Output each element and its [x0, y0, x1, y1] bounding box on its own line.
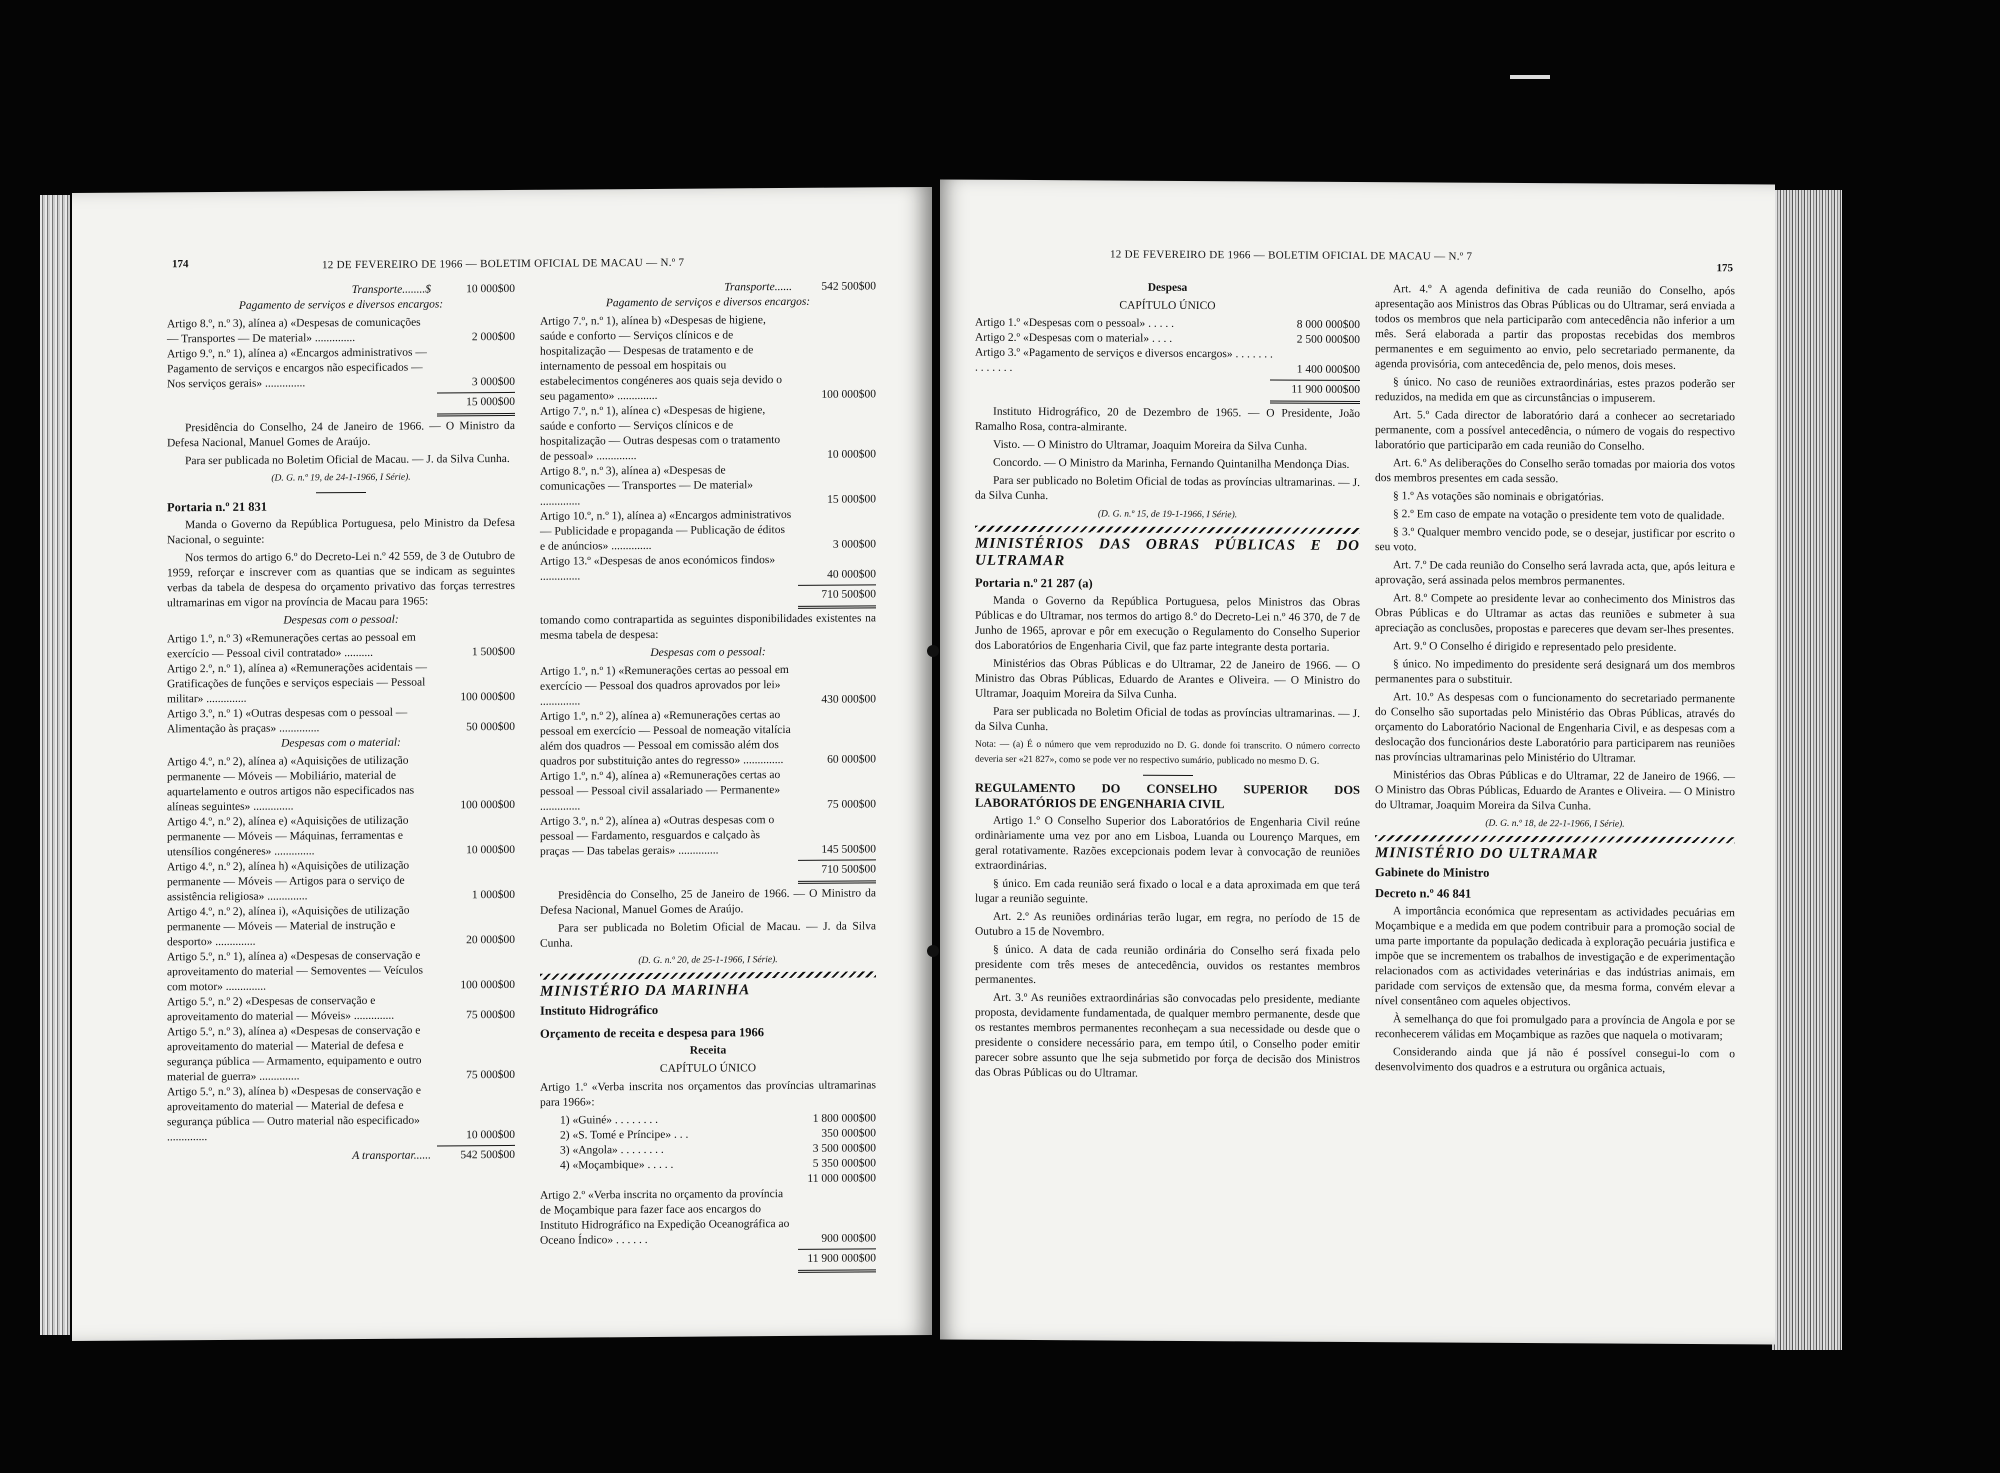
budget-line [167, 315, 515, 347]
ministry-heading: MINISTÉRIOS DAS OBRAS PÚBLICAS E DO ULTRAMAR [975, 535, 1360, 570]
section-subheading: Despesas com o material: [281, 736, 401, 750]
budget-line-amount: 1 500$00 [471, 645, 515, 659]
budget-line [540, 552, 876, 584]
budget-line-label: Artigo 2.º, n.º 1), alínea a) «Remunerações acidentais — Gratificações de funções e serviços especiais — Pessoal militar» .............. [167, 661, 428, 706]
budget-line-label: Artigo 3.º, n.º 1) «Outras despesas com o pessoal — Alimentação às praças» .............. [167, 706, 408, 736]
budget-line-amount: 3 500 000$00 [812, 1142, 876, 1155]
budget-line-amount: 1 800 000$00 [812, 1112, 876, 1125]
budget-line-amount: 145 500$00 [821, 843, 876, 856]
paragraph: Manda o Governo da República Portuguesa, pelos Ministros das Obras Públicas e do Ultramar, nos termos do artigo 8.º do Decreto-Lei n.º 46 370, de 7 de Junho de 1965, aprovar e pôr em execução o Regulamento do Conselho Superior dos Laboratórios de Engenharia Civil, que faz parte integrante desta portaria. [975, 594, 1360, 654]
binding-hole [927, 645, 939, 657]
budget-line-amount: 10 000$00 [466, 843, 515, 857]
budget-line [540, 707, 876, 769]
regulation-article: § único. Em cada reunião será fixado o local e a data aproximada em que terá lugar a reunião seguinte. [975, 877, 1360, 906]
budget-line [167, 993, 515, 1025]
budget-line-label: 3) «Angola» . . . . . . . . [560, 1143, 664, 1157]
carry-forward-amount: 542 500$00 [460, 1148, 515, 1162]
section-divider [540, 971, 876, 979]
reference-note: (D. G. n.º 18, de 22-1-1966, I Série). [1485, 818, 1625, 830]
budget-line-amount: 75 000$00 [466, 1008, 515, 1022]
total-amount: 15 000$00 [466, 395, 515, 409]
signature-text: Presidência do Conselho, 25 de Janeiro de 1966. — O Ministro da Defesa Nacional, Manuel Gomes de Araújo. [540, 887, 876, 917]
budget-line-amount: 50 000$00 [466, 720, 515, 734]
budget-line-amount: 2 500 000$00 [1296, 333, 1360, 347]
receita-heading: Receita [689, 1044, 727, 1057]
regulation-article: § 2.º Em caso de empate na votação o presidente tem voto de qualidade. [1393, 508, 1725, 523]
budget-line-label: Artigo 4.º, n.º 2), alínea h) «Aquisições de utilização permanente — Móveis — Artigos para o serviço de assistência religiosa» .............. [167, 859, 410, 904]
decree-paragraph: A importância económica que representam as actividades pecuárias em Moçambique e a medida em que podem contribuir para a promoção social de uma parte importante da população dedicada à exploração pecuária justifica e impõe que se incrementem os trabalhos de investigação e de experimentação relacionados com as actividades veterinárias e das indústrias animais, em paridade com serviços de extensão que, da mesma forma, convém elevar a nível consentâneo com aqueles objectivos. [1375, 905, 1735, 1009]
budget-line [540, 462, 876, 509]
book-page-edges-right [1772, 190, 1842, 1350]
budget-line [167, 948, 515, 995]
budget-line-label: Artigo 4.º, n.º 2), alínea a) «Aquisições de utilização permanente — Móveis — Mobiliário, material de aquartelamento e outros artigos não especificados nas alíneas seguintes» .............. [167, 754, 415, 814]
regulation-article: Art. 7.º De cada reunião do Conselho será lavrada acta, que, após leitura e aprovação, será assinada pelos membros permanentes. [1375, 559, 1735, 588]
budget-article: Artigo 2.º «Verba inscrita no orçamento da província de Moçambique para fazer face aos encargos do Instituto Hidrográfico na Expedição Oceanográfica ao Oceano Índico» . . . . . . [540, 1188, 790, 1247]
budget-line-amount: 15 000$00 [827, 493, 876, 506]
budget-line-label: Artigo 5.º, n.º 3), alínea a) «Despesas de conservação e aproveitamento do material — Material de defesa e segurança pública — Armamento, equipamento e outro material de guerra» .............. [167, 1024, 422, 1084]
budget-line-label: Artigo 5.º, n.º 3), alínea b) «Despesas de conservação e aproveitamento do material — Material de defesa e segurança pública — Outro material não especificado» .............. [167, 1084, 421, 1144]
budget-line [167, 753, 515, 815]
budget-line-amount: 8 000 000$00 [1296, 318, 1360, 332]
regulation-article: Artigo 1.º O Conselho Superior dos Laboratórios de Engenharia Civil reúne ordinàriamente uma vez por ano em Lisboa, Luanda ou Lourenço Marques, em geral rotativamente. Razões excepcionais podem levar à convocação de reuniões extraordinárias. [975, 814, 1360, 873]
regulation-article: § único. A data de cada reunião ordinária do Conselho será fixada pelo presidente com três meses de antecedência, ouvidos os restantes membros permanentes. [975, 943, 1360, 987]
budget-line-label: Artigo 10.º, n.º 1), alínea a) «Encargos administrativos — Publicidade e propaganda — Publicação de éditos e de anúncios» .............. [540, 508, 792, 553]
regulation-article: Art. 8.º Compete ao presidente levar ao conhecimento dos Ministros das Obras Públicas e do Ultramar as actas das reuniões e submeter à sua apreciação as conclusões, propostas e pareceres que devam ser-lhes presentes. [1375, 592, 1735, 637]
budget-line-label: Artigo 2.º «Despesas com o material» . . . . [975, 331, 1173, 345]
left-column-2 [540, 279, 876, 1277]
carry-forward-label: A transportar...... [352, 1149, 431, 1163]
section-divider [1375, 835, 1735, 843]
footnote: Nota: — (a) É o número que vem reproduzido no D. G. donde foi transcrito. O número correcto deveria ser «21 827», como se pode ver no respectivo sumário, publicado no mesmo D. G. [975, 739, 1360, 767]
budget-line [540, 662, 876, 709]
budget-line-amount: 20 000$00 [466, 933, 515, 947]
transporte-amount: 542 500$00 [821, 280, 876, 293]
regulation-article: Ministérios das Obras Públicas e do Ultramar, 22 de Janeiro de 1966. — O Ministro das Obras Públicas, Eduardo de Arantes e Oliveira. — O Ministro do Ultramar, Joaquim Moreira da Silva Cunha. [1375, 769, 1735, 813]
budget-line-amount: 10 000$00 [466, 1128, 515, 1142]
regulation-article: Art. 9.º O Conselho é dirigido e representado pelo presidente. [1393, 640, 1677, 654]
budget-line [540, 312, 876, 404]
budget-line [540, 812, 876, 859]
budget-line-label: 2) «S. Tomé e Príncipe» . . . [560, 1128, 689, 1142]
paragraph: tomando como contrapartida as seguintes disponibilidades existentes na mesma tabela de despesa: [540, 612, 876, 642]
budget-line-label: Artigo 5.º, n.º 1), alínea a) «Despesas de conservação e aproveitamento do material — Semoventes — Veículos com motor» .............. [167, 949, 423, 994]
chapter-heading: CAPÍTULO ÚNICO [1119, 299, 1216, 313]
reference-note: (D. G. n.º 15, de 19-1-1966, I Série). [1097, 509, 1238, 521]
regulation-article: § único. No impedimento do presidente será designará um dos membros permanentes para o substituir. [1375, 658, 1735, 686]
regulation-article: § 3.º Qualquer membro vencido pode, se o desejar, justificar por escrito o seu voto. [1375, 526, 1735, 554]
budget-title: Orçamento de receita e despesa para 1966 [540, 1025, 765, 1041]
approval-text: Concordo. — O Ministro da Marinha, Fernando Quintanilha Mendonça Dias. [993, 456, 1350, 471]
budget-line-label: Artigo 13.º «Despesas de anos económicos findos» .............. [540, 554, 776, 583]
signature-text: Instituto Hidrográfico, 20 de Dezembro de 1965. — O Presidente, João Ramalho Rosa, contra-almirante. [975, 405, 1360, 434]
regulation-article: Art. 4.º A agenda definitiva de cada reunião do Conselho, após apresentação aos Ministros das Obras Públicas ou do Ultramar, será enviada a todos os membros que nela participarão com antecedência não inferior a um mês. Será elaborada a partir das propostas recebidas dos membros permanentes e em seguimento ao envio, pelo secretariado permanente, da agenda provisória, com antecedência de, pelo menos, dois meses. [1375, 283, 1735, 372]
budget-line-label: Artigo 5.º, n.º 2) «Despesas de conservação e aproveitamento do material — Móveis» .............. [167, 994, 395, 1024]
budget-line [167, 1023, 515, 1085]
book-page-edges-left [40, 195, 70, 1335]
budget-line-amount: 100 000$00 [460, 798, 515, 812]
budget-line-label: Artigo 3.º «Pagamento de serviços e diversos encargos» . . . . . . . . . . . . . . [975, 346, 1273, 374]
budget-line [167, 813, 515, 860]
total-amount: 710 500$00 [821, 588, 876, 601]
budget-line [167, 630, 515, 662]
approval-text: Visto. — O Ministro do Ultramar, Joaquim Moreira da Silva Cunha. [993, 438, 1308, 453]
despesa-heading: Despesa [1147, 281, 1188, 294]
section-subheading: Despesas com o pessoal: [283, 613, 399, 627]
budget-line-label: Artigo 7.º, n.º 1), alínea c) «Despesas de higiene, saúde e conforto — Serviços clínicos e de hospitalização — Outras despesas com o tratamento de pessoal» .............. [540, 404, 781, 463]
binding-hole [927, 945, 939, 957]
budget-line-amount: 75 000$00 [827, 798, 876, 811]
publication-note: Para ser publicada no Boletim Oficial de todas as províncias ultramarinas. — J. da Silva Cunha. [975, 705, 1360, 734]
budget-line-label: Artigo 3.º, n.º 2), alínea a) «Outras despesas com o pessoal — Fardamento, resguardos e calçado às praças — Das tabelas gerais» .............. [540, 814, 775, 858]
chapter-heading: CAPÍTULO ÚNICO [659, 1062, 757, 1075]
budget-line-label: Artigo 1.º, n.º 3) «Remunerações certas ao pessoal em exercício — Pessoal civil contratado» .......... [167, 631, 416, 661]
decree-paragraph: À semelhança do que foi promulgado para a província de Angola e por se reconhecerem válidas em Moçambique as razões que naquela o motivaram; [1375, 1013, 1735, 1043]
budget-line-label: Artigo 1.º, n.º 4), alínea a) «Remunerações certas ao pessoal — Pessoal civil assalariado — Permanente» .............. [540, 769, 781, 813]
budget-line-label: Artigo 8.º, n.º 3), alínea a) «Despesas de comunicações — Transportes — De material» .............. [167, 316, 421, 346]
left-column-1 [167, 282, 515, 1165]
budget-line-amount: 1 000$00 [471, 888, 515, 902]
cabinet-heading: Gabinete do Ministro [1375, 865, 1490, 880]
budget-line [540, 767, 876, 814]
budget-line-label: Artigo 8.º, n.º 3), alínea a) «Despesas de comunicações — Transportes — De material» .............. [540, 464, 754, 508]
budget-line-amount: 100 000$00 [460, 690, 515, 704]
regulation-article: Art. 3.º As reuniões extraordinárias são convocadas pelo presidente, mediante proposta, devidamente fundamentada, de qualquer membro permanente, desde que os restantes membros permanentes reconheçam a sua necessidade ou desde que o presidente o considere necessário para, em tempo útil, o Conselho poder emitir parecer sobre assunto que lhe seja submetido por força de decisão dos Ministros das Obras Públicas ou do Ultramar. [975, 991, 1360, 1080]
budget-line-label: Artigo 1.º, n.º 1) «Remunerações certas ao pessoal em exercício — Pessoal dos quadros aprovados por lei» .............. [540, 663, 789, 708]
signature-text: Ministérios das Obras Públicas e do Ultramar, 22 de Janeiro de 1966. — O Ministro das Obras Públicas, Eduardo de Arantes e Oliveira. — O Ministro do Ultramar, Joaquim Moreira da Silva Cunha. [975, 657, 1360, 701]
paragraph: Manda o Governo da República Portuguesa, pelo Ministro da Defesa Nacional, o seguinte: [167, 516, 515, 547]
right-column-2 [1375, 282, 1735, 1080]
decree-paragraph: Considerando ainda que já não é possível consegui-lo com o desenvolvimento dos quadros e a estrutura ou orgânica actuais, [1375, 1046, 1735, 1075]
portaria-title: Portaria n.º 21 831 [167, 499, 267, 515]
budget-line-amount: 40 000$00 [827, 568, 876, 581]
budget-line-amount: 3 000$00 [832, 538, 876, 551]
ministry-heading: MINISTÉRIO DO ULTRAMAR [1375, 845, 1599, 863]
regulation-article: Art. 5.º Cada director de laboratório dará a conhecer ao secretariado permanente, com a possível antecedência, o número de vogais do respectivo laboratório que participarão em cada reunião do Conselho. [1375, 409, 1735, 453]
portaria-title: Portaria n.º 21 287 (a) [975, 575, 1093, 591]
section-subheading: Pagamento de serviços e diversos encargos: [238, 298, 444, 312]
budget-line [167, 903, 515, 950]
budget-line-amount: 100 000$00 [821, 388, 876, 401]
paragraph: Nos termos do artigo 6.º do Decreto-Lei n.º 42 559, de 3 de Outubro de 1959, reforçar e inscrever com as quantias que se indicam as seguintes verbas da tabela de despesa do orçamento privativo das forças terrestres ultramarinas em vigor na província de Macau para 1965: [167, 549, 515, 610]
budget-line-amount: 350 000$00 [821, 1127, 876, 1140]
institute-heading: Instituto Hidrográfico [540, 1002, 659, 1018]
budget-line [167, 858, 515, 905]
budget-line-amount: 60 000$00 [827, 753, 876, 766]
section-subheading: Despesas com o pessoal: [650, 646, 766, 659]
page-header: 12 DE FEVEREIRO DE 1966 — BOLETIM OFICIAL DE MACAU — N.º 7 [322, 256, 685, 272]
budget-line [540, 402, 876, 464]
signature-text: Presidência do Conselho, 24 de Janeiro de 1966. — O Ministro da Defesa Nacional, Manuel Gomes de Araújo. [167, 419, 515, 450]
page-number: 174 [172, 258, 189, 271]
regulation-article: Art. 2.º As reuniões ordinárias terão lugar, em regra, no período de 15 de Outubro a 15 de Novembro. [975, 910, 1360, 939]
regulation-article: § 1.º As votações são nominais e obrigatórias. [1393, 490, 1604, 504]
book-mark [1510, 75, 1550, 79]
budget-line-amount: 1 400 000$00 [1296, 363, 1360, 377]
article-amount: 900 000$00 [821, 1232, 876, 1245]
transporte-label: Transporte........$ [351, 283, 431, 297]
publication-note: Para ser publicada no Boletim Oficial de Macau. — J. da Silva Cunha. [540, 920, 876, 950]
regulation-title: REGULAMENTO DO CONSELHO SUPERIOR DOS LABORATÓRIOS DE ENGENHARIA CIVIL [975, 780, 1360, 812]
budget-line [167, 1083, 515, 1145]
budget-line-label: Artigo 7.º, n.º 1), alínea b) «Despesas de higiene, saúde e conforto — Serviços clínicos e de hospitalização — Despesas de tratamento e de internamento de pessoal em hospitais ou estabelecimentos congéneres aos quais seja devido o seu pagamento» .............. [540, 314, 783, 403]
budget-line-amount: 3 000$00 [471, 375, 515, 389]
budget-line-amount: 10 000$00 [827, 448, 876, 461]
transporte-label: Transporte...... [724, 280, 792, 294]
regulation-article: § único. No caso de reuniões extraordinárias, estes prazos poderão ser reduzidos, na medida em que as circunstâncias o impuserem. [1375, 376, 1735, 405]
receita-total: 11 900 000$00 [807, 1252, 876, 1265]
budget-line-label: 4) «Moçambique» . . . . . [560, 1158, 674, 1172]
regulation-article: Art. 6.º As deliberações do Conselho serão tomadas por maioria dos votos dos membros presentes em cada sessão. [1375, 457, 1735, 486]
article-total: 11 000 000$00 [807, 1172, 876, 1185]
budget-line-amount: 100 000$00 [460, 978, 515, 992]
right-column-1 [975, 280, 1360, 1086]
budget-line-label: Artigo 1.º, n.º 2), alínea a) «Remunerações certas ao pessoal em exercício — Pessoal de nomeação vitalícia além dos quadros — Pessoal em comissão além dos quadros por substituição antes do regresso» .............. [540, 709, 791, 768]
budget-line-amount: 5 350 000$00 [812, 1157, 876, 1170]
reference-note: (D. G. n.º 19, de 24-1-1966, I Série). [271, 472, 411, 484]
budget-line-amount: 430 000$00 [821, 693, 876, 706]
transporte-amount: 10 000$00 [466, 282, 515, 296]
reference-note: (D. G. n.º 20, de 25-1-1966, I Série). [638, 955, 778, 967]
section-subheading: Pagamento de serviços e diversos encargos: [605, 295, 811, 310]
budget-line [167, 705, 515, 737]
regulation-article: Art. 10.º As despesas com o funcionamento do secretariado permanente do Conselho são suportadas pelo Ministério das Obras Públicas, através do orçamento do Laboratório Nacional de Engenharia Civil, e as despesas com a deslocação dos funcionários deste Laboratório para participarem nas reuniões nas províncias ultramarinas pelo Ministério do Ultramar. [1375, 691, 1735, 765]
budget-line-label: Artigo 9.º, n.º 1), alínea a) «Encargos administrativos — Pagamento de serviços e encargos não especificados — Nos serviços gerais» .............. [167, 346, 427, 391]
ministry-heading: MINISTÉRIO DA MARINHA [540, 982, 751, 1000]
publication-note: Para ser publicado no Boletim Oficial de todas as províncias ultramarinas. — J. da Silva Cunha. [975, 474, 1360, 503]
budget-line [167, 660, 515, 707]
budget-line [975, 346, 1360, 378]
budget-line-label: 1) «Guiné» . . . . . . . . [560, 1113, 659, 1127]
budget-line [540, 507, 876, 554]
budget-line-label: Artigo 4.º, n.º 2), alínea i), «Aquisições de utilização permanente — Móveis — Material de instrução e desporto» .............. [167, 904, 410, 949]
budget-article: Artigo 1.º «Verba inscrita nos orçamentos das províncias ultramarinas para 1966»: [540, 1079, 876, 1109]
total-amount: 710 500$00 [821, 863, 876, 876]
left-page [72, 187, 932, 1341]
page-number: 175 [1716, 262, 1733, 275]
section-divider [975, 526, 1360, 534]
decree-title: Decreto n.º 46 841 [1375, 886, 1472, 901]
despesa-total: 11 900 000$00 [1291, 383, 1360, 397]
budget-line-amount: 2 000$00 [471, 330, 515, 344]
page-header: 12 DE FEVEREIRO DE 1966 — BOLETIM OFICIAL DE MACAU — N.º 7 [1110, 248, 1473, 263]
budget-line-label: Artigo 1.º «Despesas com o pessoal» . . . . . [975, 316, 1175, 330]
publication-note: Para ser publicada no Boletim Oficial de Macau. — J. da Silva Cunha. [185, 452, 510, 468]
budget-line [167, 345, 515, 392]
budget-line-label: Artigo 4.º, n.º 2), alínea e) «Aquisições de utilização permanente — Móveis — Máquinas, ferramentas e utensílios congéneres» .............. [167, 814, 409, 859]
budget-line-amount: 75 000$00 [466, 1068, 515, 1082]
right-page [940, 179, 1775, 1344]
